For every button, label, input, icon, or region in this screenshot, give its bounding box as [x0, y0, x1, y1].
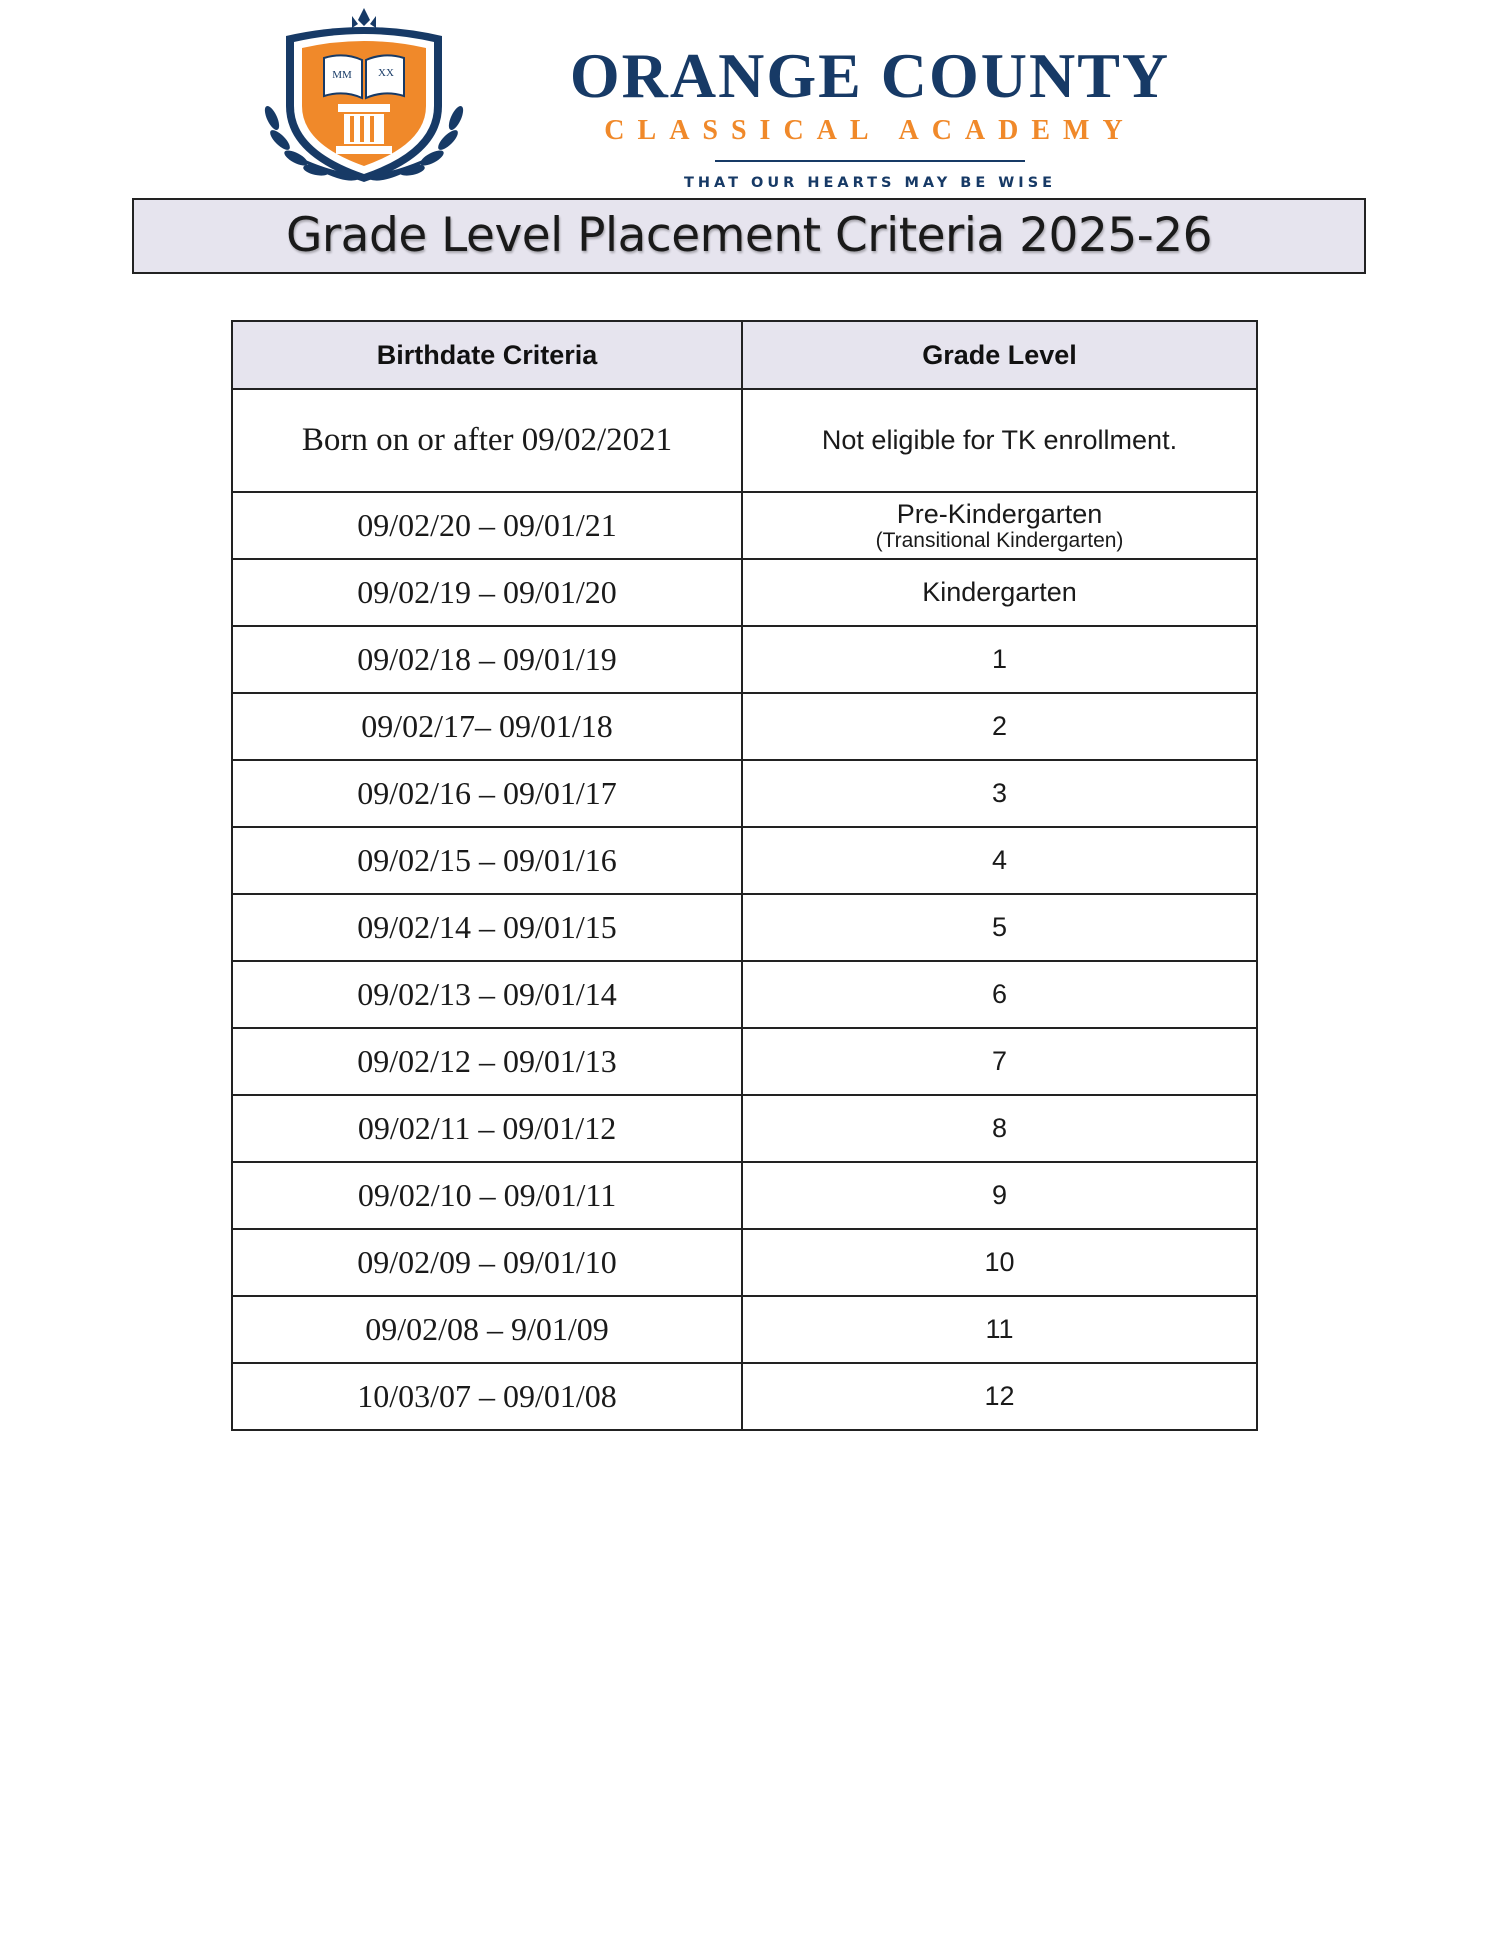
birthdate-cell: 09/02/08 – 9/01/09 [232, 1296, 742, 1363]
birthdate-cell: 09/02/11 – 09/01/12 [232, 1095, 742, 1162]
grade-note: (Transitional Kindergarten) [875, 528, 1124, 552]
birthdate-cell: 09/02/20 – 09/01/21 [232, 492, 742, 559]
school-brand [500, 40, 1240, 192]
crest-text-right: XX [378, 67, 394, 79]
school-tagline: THAT OUR HEARTS MAY BE WISE [683, 175, 1057, 191]
header-birthdate-criteria: Birthdate Criteria [232, 321, 742, 389]
birthdate-cell: 09/02/18 – 09/01/19 [232, 626, 742, 693]
grade-cell: 12 [742, 1363, 1257, 1430]
table-row [232, 1028, 1257, 1095]
grade-cell: Kindergarten [742, 559, 1257, 626]
table-header-row [232, 321, 1257, 389]
crest-text-left: MM [332, 69, 352, 81]
placement-table [231, 320, 1258, 1431]
table-row [232, 492, 1257, 559]
table-row [232, 626, 1257, 693]
birthdate-cell: 10/03/07 – 09/01/08 [232, 1363, 742, 1430]
grade-cell: 6 [742, 961, 1257, 1028]
grade-cell: 2 [742, 693, 1257, 760]
birthdate-cell: 09/02/12 – 09/01/13 [232, 1028, 742, 1095]
grade-cell: 9 [742, 1162, 1257, 1229]
table-row [232, 389, 1257, 492]
table-row [232, 760, 1257, 827]
school-name: ORANGE COUNTY [569, 40, 1171, 111]
table-row [232, 1296, 1257, 1363]
grade-cell: 1 [742, 626, 1257, 693]
grade-cell: 4 [742, 827, 1257, 894]
grade-cell: Not eligible for TK enrollment. [742, 389, 1257, 492]
table-row [232, 1095, 1257, 1162]
school-subtitle: CLASSICAL ACADEMY [604, 115, 1136, 146]
table-row [232, 1363, 1257, 1430]
grade-cell: 10 [742, 1229, 1257, 1296]
title-banner [132, 198, 1366, 274]
table-row [232, 894, 1257, 961]
table-row [232, 1229, 1257, 1296]
birthdate-cell: 09/02/09 – 09/01/10 [232, 1229, 742, 1296]
grade-cell [742, 492, 1257, 559]
grade-cell: 7 [742, 1028, 1257, 1095]
grade-cell: 5 [742, 894, 1257, 961]
table-row [232, 559, 1257, 626]
table-row [232, 693, 1257, 760]
table-row [232, 1162, 1257, 1229]
flame-icon [352, 8, 376, 28]
header-grade-level: Grade Level [742, 321, 1257, 389]
birthdate-cell: 09/02/10 – 09/01/11 [232, 1162, 742, 1229]
page-title: Grade Level Placement Criteria 2025-26 [285, 208, 1213, 263]
table-row [232, 827, 1257, 894]
grade-label: Pre-Kindergarten [896, 498, 1103, 529]
table-row [232, 961, 1257, 1028]
birthdate-cell: 09/02/17– 09/01/18 [232, 693, 742, 760]
birthdate-cell: Born on or after 09/02/2021 [232, 389, 742, 492]
grade-cell: 8 [742, 1095, 1257, 1162]
birthdate-cell: 09/02/13 – 09/01/14 [232, 961, 742, 1028]
birthdate-cell: 09/02/14 – 09/01/15 [232, 894, 742, 961]
birthdate-cell: 09/02/19 – 09/01/20 [232, 559, 742, 626]
birthdate-cell: 09/02/16 – 09/01/17 [232, 760, 742, 827]
grade-cell: 11 [742, 1296, 1257, 1363]
birthdate-cell: 09/02/15 – 09/01/16 [232, 827, 742, 894]
brand-divider [715, 160, 1025, 162]
grade-cell: 3 [742, 760, 1257, 827]
school-crest-logo [258, 6, 470, 192]
